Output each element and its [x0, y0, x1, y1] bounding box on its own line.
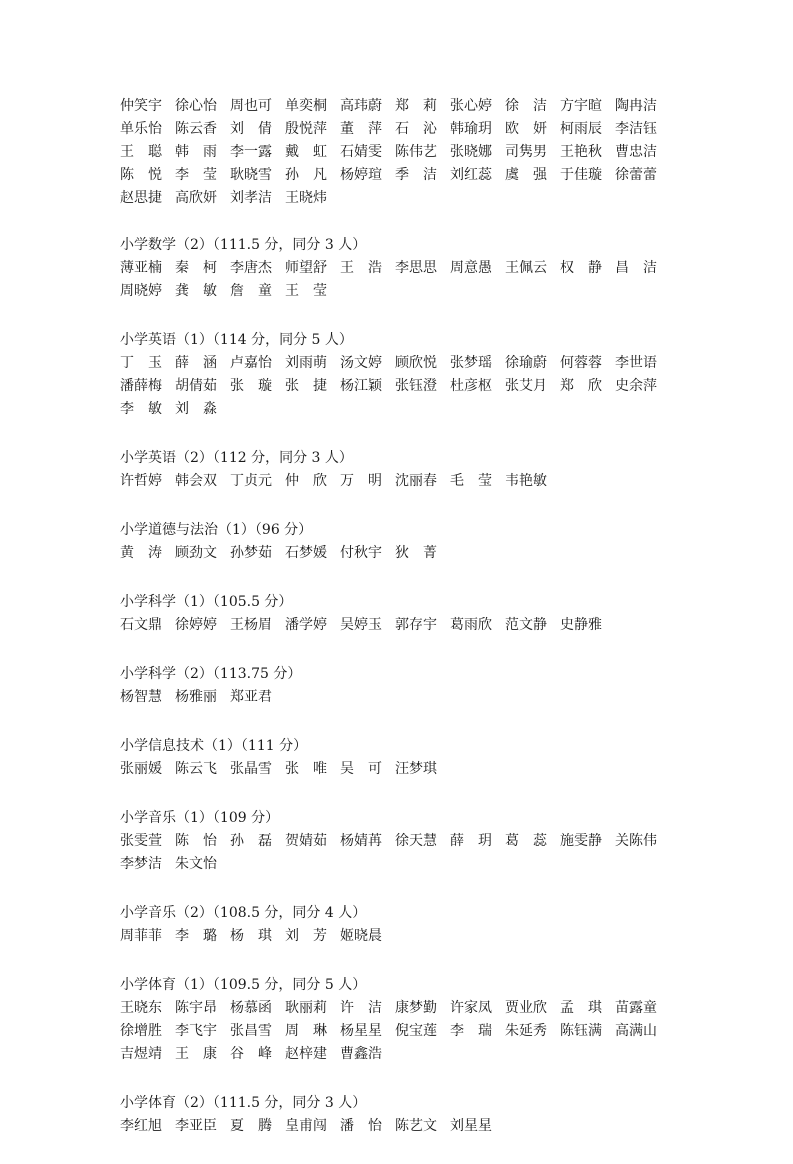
subject-section — [120, 95, 720, 210]
name-row — [120, 997, 720, 1020]
person-name: 詹 童 — [230, 283, 272, 299]
person-name: 韩 雨 — [175, 144, 217, 160]
person-name: 史余萍 — [615, 378, 657, 394]
person-name: 刘雨萌 — [285, 355, 327, 371]
person-name: 吴 可 — [340, 761, 382, 777]
person-name: 李梦洁 — [120, 856, 162, 872]
person-name: 杨雅丽 — [175, 689, 217, 705]
section-heading: 小学信息技术（1）（111 分） — [120, 738, 308, 754]
person-name: 周 琳 — [285, 1023, 327, 1039]
person-name: 王晓炜 — [285, 190, 327, 206]
subject-section — [120, 234, 720, 303]
person-name: 许 洁 — [340, 1000, 382, 1016]
person-name: 汤文婷 — [340, 355, 382, 371]
person-name: 赵思捷 — [120, 190, 162, 206]
person-name: 苗露童 — [615, 1000, 657, 1016]
person-name: 殷悦萍 — [285, 121, 327, 137]
person-name: 许家凤 — [450, 1000, 492, 1016]
person-name: 陈艺文 — [395, 1118, 437, 1134]
person-name: 韩会双 — [175, 473, 217, 489]
person-name: 石梦媛 — [285, 545, 327, 561]
person-name: 徐蕾蕾 — [615, 167, 657, 183]
person-name: 李一露 — [230, 144, 272, 160]
name-row — [120, 925, 720, 948]
name-row — [120, 141, 720, 164]
person-name: 耿晓雪 — [230, 167, 272, 183]
section-heading: 小学英语（2）（112 分，同分 3 人） — [120, 450, 353, 466]
person-name: 孙 凡 — [285, 167, 327, 183]
person-name: 周晓婷 — [120, 283, 162, 299]
person-name: 谷 峰 — [230, 1046, 272, 1062]
person-name: 孟 琪 — [560, 1000, 602, 1016]
person-name: 石婧雯 — [340, 144, 382, 160]
person-name: 徐瑜蔚 — [505, 355, 547, 371]
person-name: 权 静 — [560, 260, 602, 276]
person-name: 刘红蕊 — [450, 167, 492, 183]
person-name: 吴婷玉 — [340, 617, 382, 633]
person-name: 毛 莹 — [450, 473, 492, 489]
person-name: 刘 芳 — [285, 928, 327, 944]
person-name: 卢嘉怡 — [230, 355, 272, 371]
person-name: 虞 强 — [505, 167, 547, 183]
person-name: 李亚臣 — [175, 1118, 217, 1134]
name-row — [120, 187, 720, 210]
person-name: 杨婧苒 — [340, 833, 382, 849]
person-name: 杨智慧 — [120, 689, 162, 705]
section-heading: 小学科学（2）（113.75 分） — [120, 666, 302, 682]
person-name: 贾业欣 — [505, 1000, 547, 1016]
person-name: 张 唯 — [285, 761, 327, 777]
person-name: 王杨眉 — [230, 617, 272, 633]
person-name: 顾劲文 — [175, 545, 217, 561]
person-name: 张艾月 — [505, 378, 547, 394]
name-row — [120, 375, 720, 398]
person-name: 杨星星 — [340, 1023, 382, 1039]
person-name: 葛 蕊 — [505, 833, 547, 849]
name-row — [120, 398, 720, 421]
person-name: 皇甫闯 — [285, 1118, 327, 1134]
person-name: 狄 菁 — [395, 545, 437, 561]
person-name: 丁 玉 — [120, 355, 162, 371]
person-name: 秦 柯 — [175, 260, 217, 276]
person-name: 仲笑宇 — [120, 98, 162, 114]
person-name: 韦艳敏 — [505, 473, 547, 489]
name-row — [120, 352, 720, 375]
person-name: 高欣妍 — [175, 190, 217, 206]
person-name: 龚 敏 — [175, 283, 217, 299]
subject-section — [120, 902, 720, 948]
person-name: 王 浩 — [340, 260, 382, 276]
person-name: 石 沁 — [395, 121, 437, 137]
name-row — [120, 1115, 720, 1138]
person-name: 耿丽莉 — [285, 1000, 327, 1016]
person-name: 范文静 — [505, 617, 547, 633]
name-row — [120, 853, 720, 876]
person-name: 刘星星 — [450, 1118, 492, 1134]
name-row — [120, 164, 720, 187]
person-name: 李唐杰 — [230, 260, 272, 276]
person-name: 周意愚 — [450, 260, 492, 276]
person-name: 朱延秀 — [505, 1023, 547, 1039]
person-name: 吉煜靖 — [120, 1046, 162, 1062]
person-name: 欧 妍 — [505, 121, 547, 137]
person-name: 张梦瑶 — [450, 355, 492, 371]
person-name: 夏 腾 — [230, 1118, 272, 1134]
person-name: 单乐怡 — [120, 121, 162, 137]
person-name: 顾欣悦 — [395, 355, 437, 371]
person-name: 王艳秋 — [560, 144, 602, 160]
person-name: 姬晓晨 — [340, 928, 382, 944]
person-name: 李洁钰 — [615, 121, 657, 137]
person-name: 倪宝莲 — [395, 1023, 437, 1039]
person-name: 王 聪 — [120, 144, 162, 160]
person-name: 薛 玥 — [450, 833, 492, 849]
person-name: 朱文怡 — [175, 856, 217, 872]
person-name: 孙 磊 — [230, 833, 272, 849]
person-name: 孙梦茹 — [230, 545, 272, 561]
person-name: 陈宇昂 — [175, 1000, 217, 1016]
subject-section — [120, 807, 720, 876]
name-row — [120, 95, 720, 118]
name-row — [120, 614, 720, 637]
name-row — [120, 280, 720, 303]
subject-section — [120, 591, 720, 637]
subject-section — [120, 329, 720, 421]
person-name: 李思思 — [395, 260, 437, 276]
person-name: 杜彦枢 — [450, 378, 492, 394]
person-name: 单奕桐 — [285, 98, 327, 114]
section-heading: 小学英语（1）（114 分，同分 5 人） — [120, 332, 353, 348]
person-name: 郑亚君 — [230, 689, 272, 705]
subject-section — [120, 519, 720, 565]
person-name: 徐增胜 — [120, 1023, 162, 1039]
person-name: 史静雅 — [560, 617, 602, 633]
person-name: 张昌雪 — [230, 1023, 272, 1039]
person-name: 陈云飞 — [175, 761, 217, 777]
person-name: 杨慕函 — [230, 1000, 272, 1016]
person-name: 康梦勤 — [395, 1000, 437, 1016]
subject-section — [120, 447, 720, 493]
person-name: 李 敏 — [120, 401, 162, 417]
person-name: 司隽男 — [505, 144, 547, 160]
person-name: 郭存宇 — [395, 617, 437, 633]
person-name: 陈钰满 — [560, 1023, 602, 1039]
person-name: 昌 洁 — [615, 260, 657, 276]
person-name: 刘 倩 — [230, 121, 272, 137]
person-name: 陈云香 — [175, 121, 217, 137]
section-heading: 小学音乐（2）（108.5 分，同分 4 人） — [120, 905, 367, 921]
person-name: 汪梦琪 — [395, 761, 437, 777]
person-name: 董 萍 — [340, 121, 382, 137]
name-row — [120, 830, 720, 853]
person-name: 李世语 — [615, 355, 657, 371]
name-row — [120, 758, 720, 781]
person-name: 陈 怡 — [175, 833, 217, 849]
name-row — [120, 118, 720, 141]
person-name: 徐心怡 — [175, 98, 217, 114]
person-name: 赵梓建 — [285, 1046, 327, 1062]
person-name: 葛雨欣 — [450, 617, 492, 633]
person-name: 周菲菲 — [120, 928, 162, 944]
person-name: 师望舒 — [285, 260, 327, 276]
person-name: 于佳璇 — [560, 167, 602, 183]
person-name: 潘 怡 — [340, 1118, 382, 1134]
person-name: 李 璐 — [175, 928, 217, 944]
person-name: 王佩云 — [505, 260, 547, 276]
person-name: 刘孝洁 — [230, 190, 272, 206]
person-name: 薄亚楠 — [120, 260, 162, 276]
person-name: 高满山 — [615, 1023, 657, 1039]
person-name: 陈 悦 — [120, 167, 162, 183]
person-name: 杨 琪 — [230, 928, 272, 944]
person-name: 关陈伟 — [615, 833, 657, 849]
person-name: 张 捷 — [285, 378, 327, 394]
section-heading: 小学数学（2）（111.5 分，同分 3 人） — [120, 237, 367, 253]
person-name: 潘学婷 — [285, 617, 327, 633]
person-name: 王 康 — [175, 1046, 217, 1062]
person-name: 徐天慧 — [395, 833, 437, 849]
person-name: 韩瑜玥 — [450, 121, 492, 137]
person-name: 李 瑞 — [450, 1023, 492, 1039]
person-name: 杨江颖 — [340, 378, 382, 394]
person-name: 沈丽春 — [395, 473, 437, 489]
person-name: 丁贞元 — [230, 473, 272, 489]
person-name: 张丽媛 — [120, 761, 162, 777]
section-heading: 小学科学（1）（105.5 分） — [120, 594, 293, 610]
person-name: 刘 淼 — [175, 401, 217, 417]
subject-section — [120, 1092, 720, 1138]
name-row — [120, 1020, 720, 1043]
section-heading: 小学道德与法治（1）（96 分） — [120, 522, 313, 538]
section-heading: 小学音乐（1）（109 分） — [120, 810, 280, 826]
person-name: 陶冉洁 — [615, 98, 657, 114]
person-name: 万 明 — [340, 473, 382, 489]
person-name: 王晓东 — [120, 1000, 162, 1016]
person-name: 仲 欣 — [285, 473, 327, 489]
person-name: 张钰澄 — [395, 378, 437, 394]
person-name: 陈伟艺 — [395, 144, 437, 160]
person-name: 曹忠洁 — [615, 144, 657, 160]
name-row — [120, 686, 720, 709]
person-name: 徐 洁 — [505, 98, 547, 114]
person-name: 高玮蔚 — [340, 98, 382, 114]
person-name: 贺婧茹 — [285, 833, 327, 849]
section-heading: 小学体育（1）（109.5 分，同分 5 人） — [120, 977, 367, 993]
section-heading: 小学体育（2）（111.5 分，同分 3 人） — [120, 1095, 367, 1111]
person-name: 许哲婷 — [120, 473, 162, 489]
person-name: 张心婷 — [450, 98, 492, 114]
person-name: 李红旭 — [120, 1118, 162, 1134]
person-name: 何蓉蓉 — [560, 355, 602, 371]
person-name: 胡倩茹 — [175, 378, 217, 394]
name-row — [120, 542, 720, 565]
subject-section — [120, 663, 720, 709]
subject-section — [120, 974, 720, 1066]
name-row — [120, 1043, 720, 1066]
subject-section — [120, 735, 720, 781]
person-name: 戴 虹 — [285, 144, 327, 160]
person-name: 张晶雪 — [230, 761, 272, 777]
person-name: 李飞宇 — [175, 1023, 217, 1039]
name-row — [120, 257, 720, 280]
person-name: 潘薛梅 — [120, 378, 162, 394]
person-name: 柯雨辰 — [560, 121, 602, 137]
person-name: 郑 莉 — [395, 98, 437, 114]
person-name: 石文鼎 — [120, 617, 162, 633]
person-name: 施雯静 — [560, 833, 602, 849]
person-name: 李 莹 — [175, 167, 217, 183]
person-name: 杨婷瑄 — [340, 167, 382, 183]
person-name: 季 洁 — [395, 167, 437, 183]
person-name: 徐婷婷 — [175, 617, 217, 633]
person-name: 付秋宇 — [340, 545, 382, 561]
person-name: 曹鑫浩 — [340, 1046, 382, 1062]
person-name: 周也可 — [230, 98, 272, 114]
person-name: 薛 涵 — [175, 355, 217, 371]
person-name: 张晓娜 — [450, 144, 492, 160]
person-name: 方宇暄 — [560, 98, 602, 114]
document-page — [120, 95, 720, 1164]
person-name: 黄 涛 — [120, 545, 162, 561]
person-name: 张 璇 — [230, 378, 272, 394]
person-name: 王 莹 — [285, 283, 327, 299]
person-name: 郑 欣 — [560, 378, 602, 394]
name-row — [120, 470, 720, 493]
person-name: 张雯萱 — [120, 833, 162, 849]
